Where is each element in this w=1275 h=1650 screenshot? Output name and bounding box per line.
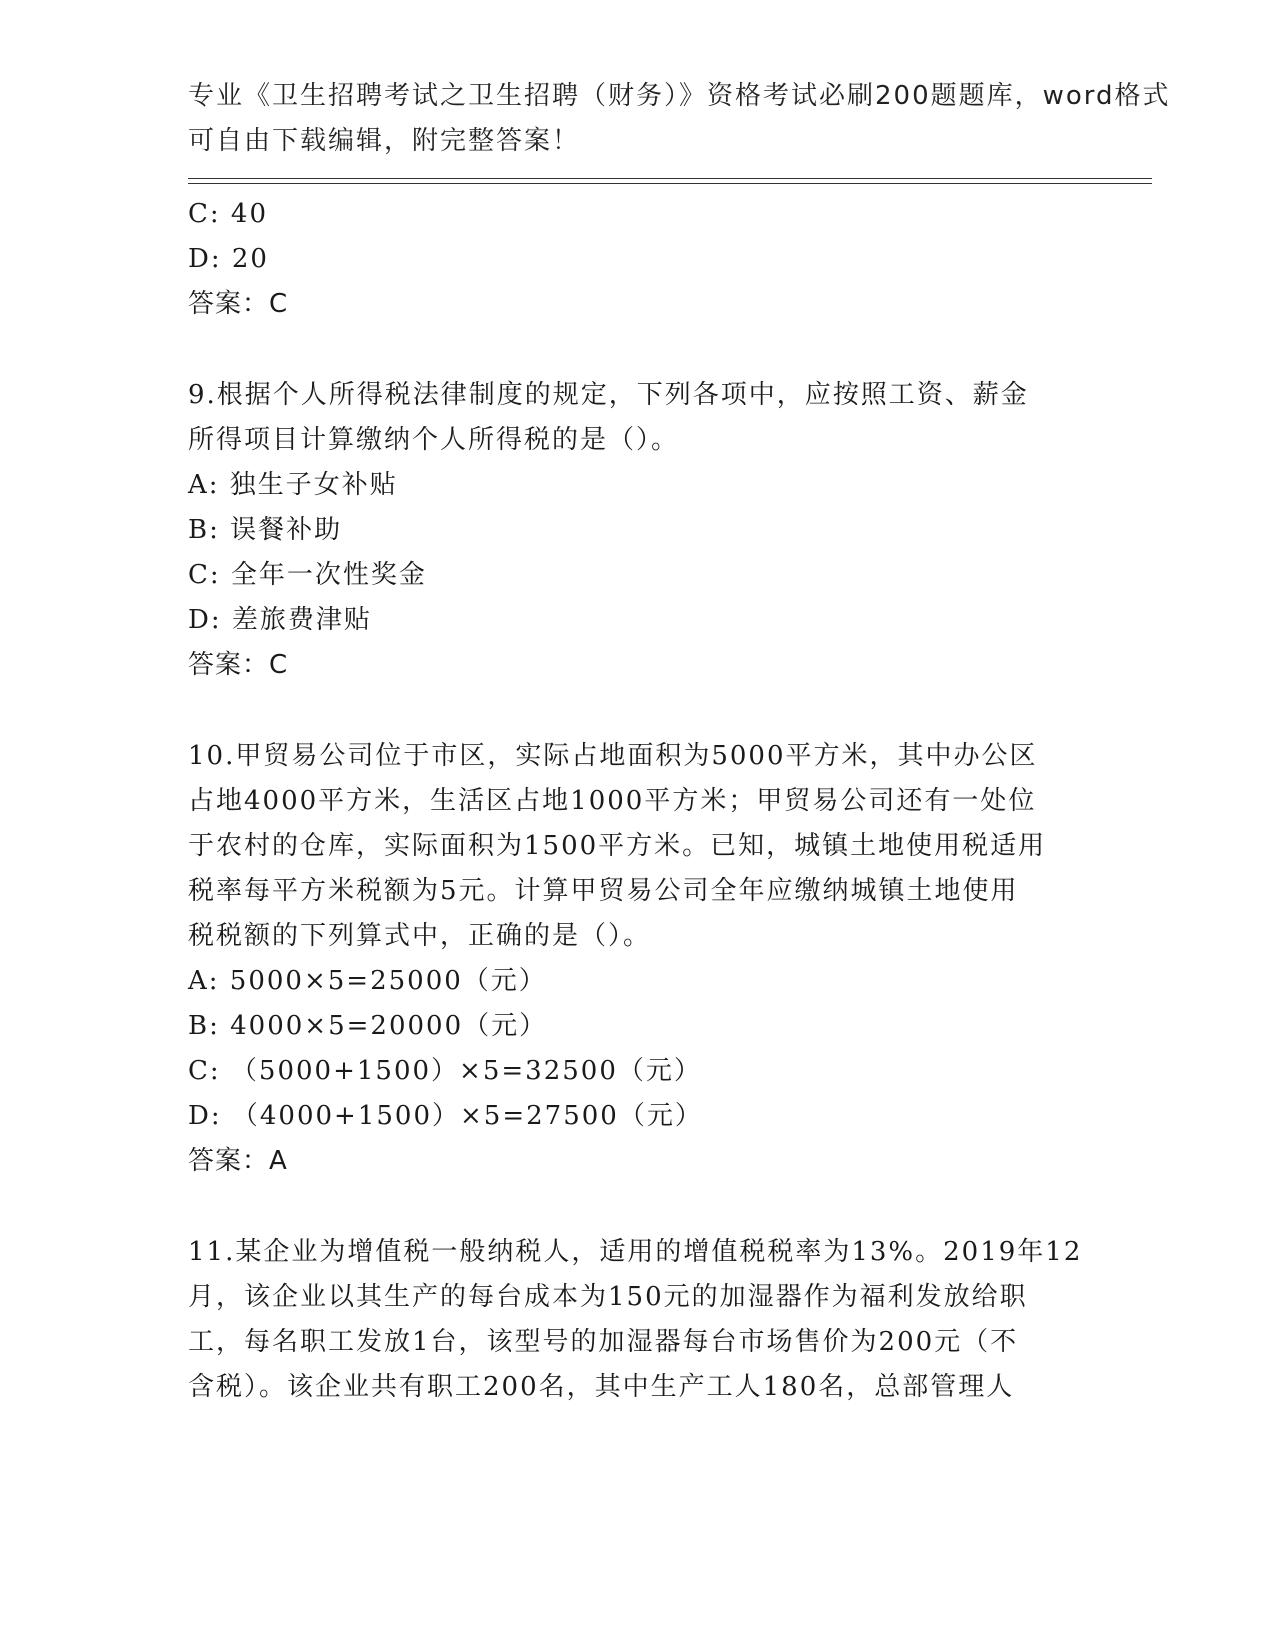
- document-header: [188, 74, 1171, 164]
- question-continuation: [188, 192, 1088, 327]
- header-divider: [188, 178, 1152, 179]
- header-line: 可自由下载编辑，附完整答案！: [188, 126, 581, 156]
- option-b: B: 4000×5=20000（元）: [188, 1011, 548, 1041]
- option-a: A: 独生子女补贴: [188, 470, 398, 500]
- question-stem: 9.根据个人所得税法律制度的规定，下列各项中，应按照工资、薪金: [188, 380, 1029, 410]
- question-9: [188, 373, 1088, 688]
- question-stem: 税税额的下列算式中，正确的是（）。: [188, 921, 652, 951]
- question-stem: 月，该企业以其生产的每台成本为150元的加湿器作为福利发放给职: [188, 1282, 1028, 1312]
- question-stem: 所得项目计算缴纳个人所得税的是（）。: [188, 425, 680, 455]
- option-d: D: （4000+1500）×5=27500（元）: [188, 1101, 703, 1131]
- header-line: 专业《卫生招聘考试之卫生招聘（财务）》资格考试必刷200题题库，word格式: [188, 81, 1171, 111]
- spacer: [188, 327, 1088, 373]
- question-stem: 于农村的仓库，实际面积为1500平方米。已知，城镇土地使用税适用: [188, 831, 1047, 861]
- option-c: C: 40: [188, 199, 269, 229]
- option-c: C: 全年一次性奖金: [188, 560, 427, 590]
- option-c: C: （5000+1500）×5=32500（元）: [188, 1056, 702, 1086]
- question-stem: 税率每平方米税额为5元。计算甲贸易公司全年应缴纳城镇土地使用: [188, 876, 1019, 906]
- question-stem: 含税）。该企业共有职工200名，其中生产工人180名，总部管理人: [188, 1372, 1015, 1402]
- question-stem: 工，每名职工发放1台，该型号的加湿器每台市场售价为200元（不: [188, 1327, 1019, 1357]
- spacer: [188, 1184, 1088, 1230]
- question-stem: 10.甲贸易公司位于市区，实际占地面积为5000平方米，其中办公区: [188, 741, 1038, 771]
- question-11: [188, 1230, 1088, 1410]
- answer-line: 答案：C: [188, 289, 289, 319]
- answer-line: 答案：A: [188, 1146, 288, 1176]
- option-b: B: 误餐补助: [188, 515, 343, 545]
- option-d: D: 20: [188, 244, 269, 274]
- option-a: A: 5000×5=25000（元）: [188, 966, 547, 996]
- header-divider: [188, 183, 1152, 184]
- answer-line: 答案：C: [188, 650, 289, 680]
- spacer: [188, 688, 1088, 734]
- option-d: D: 差旅费津贴: [188, 605, 372, 635]
- question-10: [188, 734, 1088, 1184]
- question-list: [188, 192, 1088, 1410]
- question-stem: 11.某企业为增值税一般纳税人，适用的增值税税率为13%。2019年12: [188, 1237, 1083, 1267]
- question-stem: 占地4000平方米，生活区占地1000平方米；甲贸易公司还有一处位: [188, 786, 1037, 816]
